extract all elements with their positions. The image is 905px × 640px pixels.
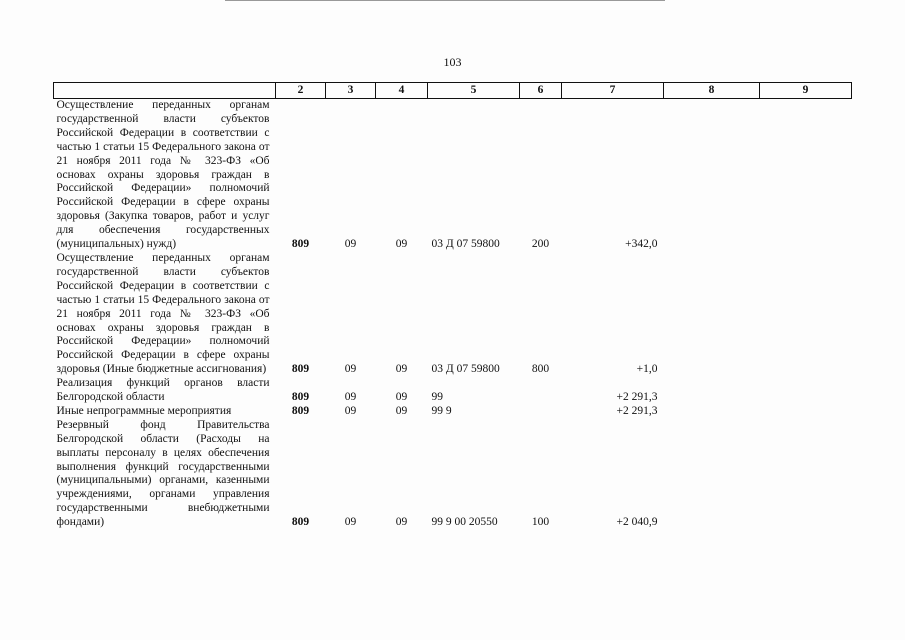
table-row	[54, 405, 852, 419]
cell-col-8	[664, 377, 760, 405]
row-description: Осуществление переданных органам государственной власти субъектов Российской Федерации в соответствии с частью 1 статьи 15 Федерального закона от 21 ноября 2011 года № 323-ФЗ «Об основах охраны здоровья граждан в Российской Федерации» полномочий Российской Федерации в сфере охраны здоровья (Закупка товаров, работ и услуг для обеспечения государственных (муниципальных) нужд)	[56, 99, 270, 251]
cell-expense-type: 200	[531, 238, 550, 251]
cell-target-article: 99 9	[431, 404, 452, 417]
table-row	[54, 377, 852, 405]
cell-subsection: 09	[395, 391, 408, 404]
header-col-6: 6	[520, 83, 562, 99]
cell-col-9	[760, 252, 852, 377]
cell-expense-type	[520, 405, 562, 419]
table-header-row	[54, 83, 852, 99]
cell-amount: +2 291,3	[616, 404, 658, 417]
cell-col-9	[760, 405, 852, 419]
cell-expense-type	[520, 377, 562, 405]
table-row	[54, 99, 852, 252]
header-col-8: 8	[664, 83, 760, 99]
cell-col-8	[664, 252, 760, 377]
cell-col-9	[760, 419, 852, 530]
page-top-rule	[225, 0, 665, 1]
cell-target-article: 99 9 00 20550	[431, 516, 498, 529]
header-col-1	[54, 83, 276, 99]
header-col-9: 9	[760, 83, 852, 99]
cell-subsection: 09	[395, 238, 408, 251]
cell-col-8	[664, 99, 760, 252]
header-col-7: 7	[562, 83, 664, 99]
cell-amount: +342,0	[625, 238, 658, 251]
cell-col-8	[664, 419, 760, 530]
row-description: Осуществление переданных органам государственной власти субъектов Российской Федерации в соответствии с частью 1 статьи 15 Федерального закона от 21 ноября 2011 года № 323-ФЗ «Об основах охраны здоровья граждан в Российской Федерации» полномочий Российской Федерации в сфере охраны здоровья (Иные бюджетные ассигнования)	[56, 251, 270, 376]
row-description: Иные непрограммные мероприятия	[56, 404, 232, 417]
header-col-3: 3	[326, 83, 376, 99]
cell-amount: +1,0	[636, 363, 658, 376]
cell-col-9	[760, 377, 852, 405]
cell-section: 09	[344, 404, 357, 417]
cell-ministry: 809	[291, 238, 310, 251]
cell-ministry: 809	[291, 391, 310, 404]
table-row	[54, 252, 852, 377]
cell-amount: +2 040,9	[616, 516, 658, 529]
cell-ministry: 809	[291, 363, 310, 376]
cell-ministry: 809	[291, 404, 310, 417]
cell-target-article: 99	[431, 391, 443, 404]
header-col-5: 5	[428, 83, 520, 99]
table-row	[54, 419, 852, 530]
cell-section: 09	[344, 391, 357, 404]
cell-subsection: 09	[395, 404, 408, 417]
cell-section: 09	[344, 363, 357, 376]
cell-col-9	[760, 99, 852, 252]
cell-ministry: 809	[291, 516, 310, 529]
cell-col-8	[664, 405, 760, 419]
cell-target-article: 03 Д 07 59800	[431, 238, 500, 251]
cell-section: 09	[344, 238, 357, 251]
header-col-2: 2	[276, 83, 326, 99]
cell-subsection: 09	[395, 516, 408, 529]
cell-subsection: 09	[395, 363, 408, 376]
row-description: Резервный фонд Правительства Белгородской области (Расходы на выплаты персоналу в целях обеспечения выполнения функций государственными (муниципальными) органами, казенными учреждениями, органами управления государственными внебюджетными фондами)	[56, 418, 270, 529]
row-description: Реализация функций органов власти Белгородской области	[56, 377, 270, 404]
cell-expense-type: 800	[531, 363, 550, 376]
cell-section: 09	[344, 516, 357, 529]
cell-expense-type: 100	[531, 516, 550, 529]
header-col-4: 4	[376, 83, 428, 99]
budget-table	[53, 82, 852, 530]
page-number: 103	[443, 55, 462, 69]
cell-target-article: 03 Д 07 59800	[431, 363, 500, 376]
cell-amount: +2 291,3	[616, 391, 658, 404]
